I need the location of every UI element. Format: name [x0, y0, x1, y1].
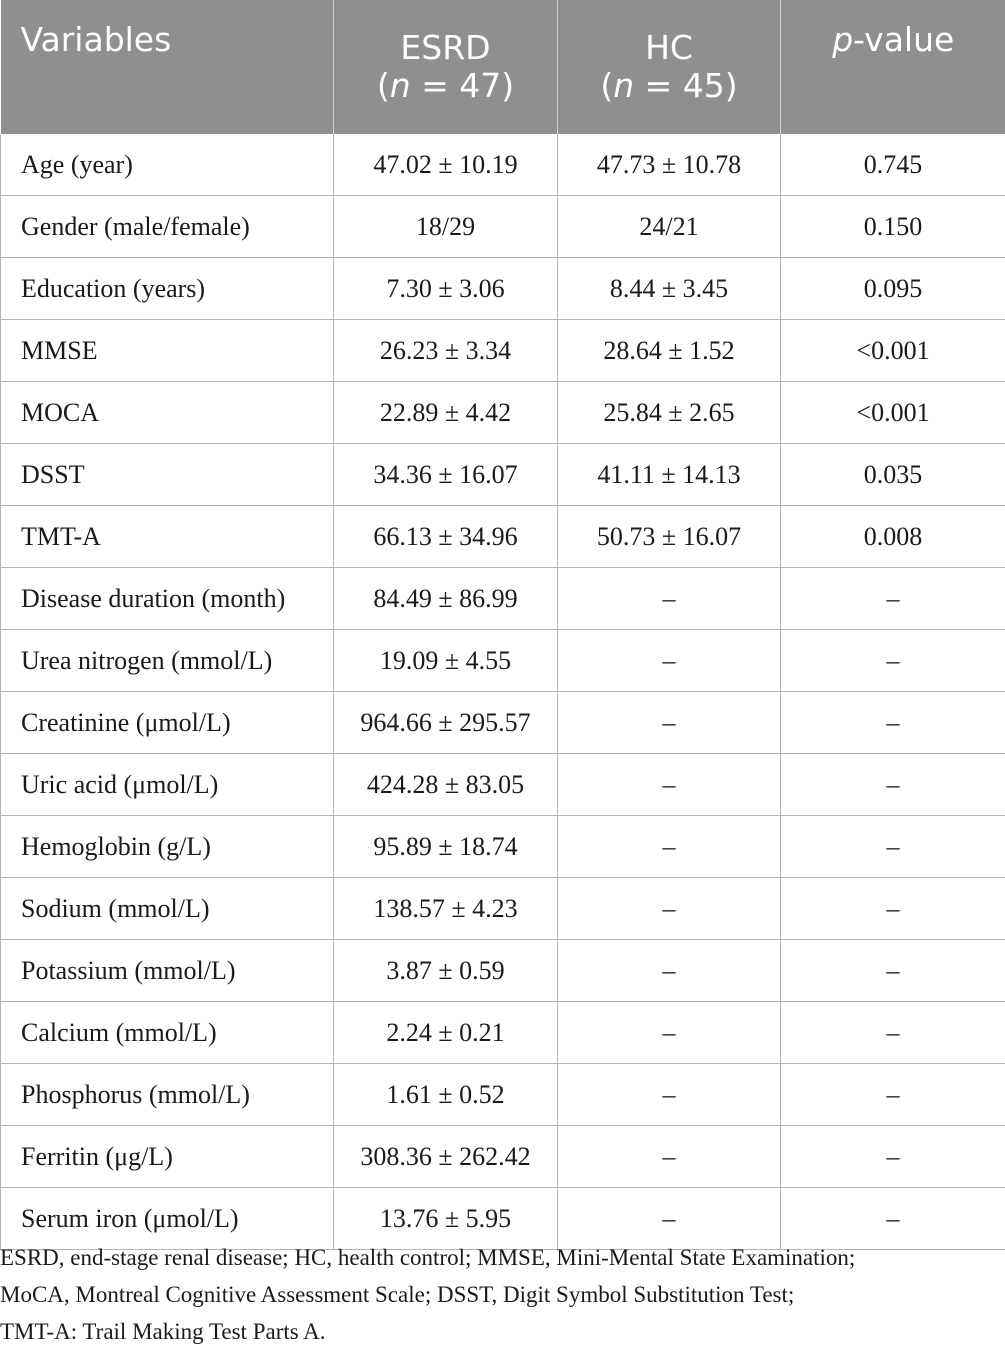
- p-value-cell: –: [781, 1064, 1005, 1126]
- hc-value-cell: 41.11 ± 14.13: [558, 444, 781, 506]
- header-variables: Variables: [1, 0, 334, 134]
- variable-cell: Serum iron (μmol/L): [1, 1188, 334, 1250]
- hc-value-cell: –: [558, 1126, 781, 1188]
- esrd-value-cell: 18/29: [334, 196, 558, 258]
- variable-cell: Calcium (mmol/L): [1, 1002, 334, 1064]
- hc-value-cell: 24/21: [558, 196, 781, 258]
- esrd-value-cell: 95.89 ± 18.74: [334, 816, 558, 878]
- p-value-cell: –: [781, 1188, 1005, 1250]
- variable-cell: Gender (male/female): [1, 196, 334, 258]
- hc-value-cell: –: [558, 940, 781, 1002]
- variable-cell: Ferritin (μg/L): [1, 1126, 334, 1188]
- table-row: [1, 196, 1005, 258]
- header-hc-label: HC: [645, 28, 693, 67]
- table-row: [1, 878, 1005, 940]
- hc-value-cell: –: [558, 1188, 781, 1250]
- variable-cell: DSST: [1, 444, 334, 506]
- hc-value-cell: 25.84 ± 2.65: [558, 382, 781, 444]
- esrd-value-cell: 2.24 ± 0.21: [334, 1002, 558, 1064]
- esrd-value-cell: 84.49 ± 86.99: [334, 568, 558, 630]
- header-p-value: [781, 0, 1005, 134]
- variable-cell: Education (years): [1, 258, 334, 320]
- table-row: [1, 630, 1005, 692]
- variable-cell: Disease duration (month): [1, 568, 334, 630]
- table-row: [1, 506, 1005, 568]
- esrd-value-cell: 308.36 ± 262.42: [334, 1126, 558, 1188]
- variable-cell: MMSE: [1, 320, 334, 382]
- hc-value-cell: –: [558, 630, 781, 692]
- p-value-cell: –: [781, 568, 1005, 630]
- table-row: [1, 1126, 1005, 1188]
- table-row: [1, 816, 1005, 878]
- esrd-value-cell: 138.57 ± 4.23: [334, 878, 558, 940]
- variable-cell: Age (year): [1, 134, 334, 196]
- esrd-value-cell: 34.36 ± 16.07: [334, 444, 558, 506]
- hc-value-cell: –: [558, 816, 781, 878]
- header-row: [1, 0, 1005, 134]
- header-esrd: [334, 0, 558, 134]
- p-value-cell: –: [781, 630, 1005, 692]
- hc-value-cell: –: [558, 692, 781, 754]
- hc-value-cell: –: [558, 1064, 781, 1126]
- footnote-line-2: MoCA, Montreal Cognitive Assessment Scale; DSST, Digit Symbol Substitution Test;: [0, 1282, 795, 1307]
- table-row: [1, 568, 1005, 630]
- hc-value-cell: 50.73 ± 16.07: [558, 506, 781, 568]
- p-value-cell: 0.745: [781, 134, 1005, 196]
- esrd-value-cell: 26.23 ± 3.34: [334, 320, 558, 382]
- hc-value-cell: –: [558, 878, 781, 940]
- header-esrd-n: (n = 47): [376, 66, 515, 105]
- p-value-cell: <0.001: [781, 382, 1005, 444]
- variable-cell: MOCA: [1, 382, 334, 444]
- esrd-value-cell: 7.30 ± 3.06: [334, 258, 558, 320]
- variable-cell: TMT-A: [1, 506, 334, 568]
- p-value-cell: –: [781, 878, 1005, 940]
- hc-value-cell: –: [558, 1002, 781, 1064]
- variable-cell: Hemoglobin (g/L): [1, 816, 334, 878]
- table-row: [1, 320, 1005, 382]
- esrd-value-cell: 424.28 ± 83.05: [334, 754, 558, 816]
- p-value-cell: 0.150: [781, 196, 1005, 258]
- hc-value-cell: 47.73 ± 10.78: [558, 134, 781, 196]
- hc-value-cell: 8.44 ± 3.45: [558, 258, 781, 320]
- hc-value-cell: 28.64 ± 1.52: [558, 320, 781, 382]
- variable-cell: Uric acid (μmol/L): [1, 754, 334, 816]
- table-row: [1, 1002, 1005, 1064]
- esrd-value-cell: 964.66 ± 295.57: [334, 692, 558, 754]
- p-value-cell: 0.035: [781, 444, 1005, 506]
- variable-cell: Urea nitrogen (mmol/L): [1, 630, 334, 692]
- p-value-cell: 0.095: [781, 258, 1005, 320]
- table-body: [1, 134, 1005, 1250]
- variable-cell: Creatinine (μmol/L): [1, 692, 334, 754]
- table-row: [1, 692, 1005, 754]
- variable-cell: Potassium (mmol/L): [1, 940, 334, 1002]
- header-p-value-label: p-value: [832, 20, 955, 59]
- table-row: [1, 258, 1005, 320]
- footnote-line-3: TMT-A: Trail Making Test Parts A.: [0, 1319, 326, 1344]
- p-value-cell: –: [781, 1126, 1005, 1188]
- header-hc-n: (n = 45): [600, 66, 738, 105]
- header-hc: [558, 0, 781, 134]
- header-esrd-label: ESRD: [400, 28, 491, 67]
- p-value-cell: –: [781, 692, 1005, 754]
- hc-value-cell: –: [558, 754, 781, 816]
- table-row: [1, 1064, 1005, 1126]
- table-row: [1, 940, 1005, 1002]
- table-row: [1, 134, 1005, 196]
- p-value-cell: –: [781, 1002, 1005, 1064]
- table-row: [1, 444, 1005, 506]
- hc-value-cell: –: [558, 568, 781, 630]
- esrd-value-cell: 3.87 ± 0.59: [334, 940, 558, 1002]
- esrd-value-cell: 47.02 ± 10.19: [334, 134, 558, 196]
- variable-cell: Sodium (mmol/L): [1, 878, 334, 940]
- table-header: [1, 0, 1005, 134]
- footnote-line-1: ESRD, end-stage renal disease; HC, health control; MMSE, Mini-Mental State Examination;: [0, 1245, 856, 1270]
- p-value-cell: –: [781, 940, 1005, 1002]
- p-value-cell: <0.001: [781, 320, 1005, 382]
- table-row: [1, 754, 1005, 816]
- p-value-cell: –: [781, 816, 1005, 878]
- table-footnote: [0, 1239, 1000, 1350]
- esrd-value-cell: 19.09 ± 4.55: [334, 630, 558, 692]
- esrd-value-cell: 22.89 ± 4.42: [334, 382, 558, 444]
- p-value-cell: –: [781, 754, 1005, 816]
- esrd-value-cell: 13.76 ± 5.95: [334, 1188, 558, 1250]
- esrd-value-cell: 66.13 ± 34.96: [334, 506, 558, 568]
- p-value-cell: 0.008: [781, 506, 1005, 568]
- variable-cell: Phosphorus (mmol/L): [1, 1064, 334, 1126]
- table-row: [1, 382, 1005, 444]
- esrd-value-cell: 1.61 ± 0.52: [334, 1064, 558, 1126]
